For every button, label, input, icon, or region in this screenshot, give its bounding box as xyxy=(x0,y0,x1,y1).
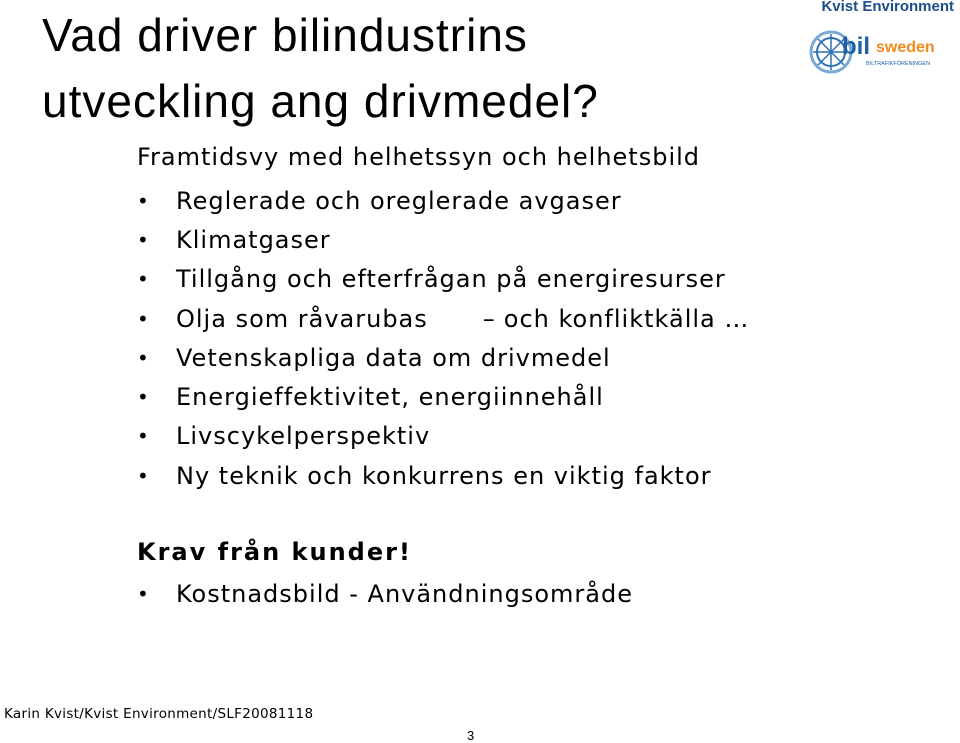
slide-title-line-2: utveckling ang drivmedel? xyxy=(42,75,599,127)
list-item xyxy=(137,417,749,456)
krav-heading: Krav från kunder! xyxy=(137,538,412,566)
bullet-glyph: • xyxy=(137,306,150,331)
bullet-dash: – xyxy=(482,304,496,333)
bullet-text: Kostnadsbild - Användningsområde xyxy=(176,579,633,608)
list-item xyxy=(137,299,749,338)
slide-title xyxy=(42,2,599,134)
bullet-list-2 xyxy=(137,574,633,613)
bullet-list xyxy=(137,181,749,495)
logo-subtitle: BILTRAFIKFÖRENINGEN xyxy=(866,61,931,67)
list-item xyxy=(137,456,749,495)
bullet-text: Tillgång och efterfrågan på energiresurser xyxy=(176,265,726,294)
logo-word-bil: bil xyxy=(842,33,870,60)
bullet-text-suffix: och konfliktkälla … xyxy=(503,304,750,333)
list-item xyxy=(137,181,749,220)
bullet-glyph: • xyxy=(137,385,150,410)
bullet-glyph: • xyxy=(137,227,150,252)
bullet-text: Olja som råvarubas xyxy=(176,304,428,333)
list-item xyxy=(137,574,633,613)
list-item xyxy=(137,220,749,259)
bullet-glyph: • xyxy=(137,267,150,292)
company-name: Kvist Environment xyxy=(821,0,954,15)
list-item xyxy=(137,260,749,299)
bullet-glyph: • xyxy=(137,424,150,449)
bullet-text: Energieffektivitet, energiinnehåll xyxy=(176,383,604,412)
list-item xyxy=(137,377,749,416)
bullet-glyph: • xyxy=(137,581,150,606)
bullet-text: Reglerade och oreglerade avgaser xyxy=(176,186,622,215)
bullet-text: Vetenskapliga data om drivmedel xyxy=(176,343,611,372)
intro-line: Framtidsvy med helhetssyn och helhetsbild xyxy=(137,143,701,171)
bullet-glyph: • xyxy=(137,463,150,488)
logo-word-sweden: sweden xyxy=(876,39,935,56)
slide-title-line-1: Vad driver bilindustrins xyxy=(42,9,528,61)
bullet-glyph: • xyxy=(137,188,150,213)
bullet-text: Ny teknik och konkurrens en viktig faktor xyxy=(176,461,712,490)
page-number: 3 xyxy=(467,728,475,743)
bullet-text: Klimatgaser xyxy=(176,225,331,254)
bullet-glyph: • xyxy=(137,345,150,370)
bilsweden-logo xyxy=(808,22,938,80)
list-item xyxy=(137,338,749,377)
footer-text: Karin Kvist/Kvist Environment/SLF20081118 xyxy=(4,706,314,722)
bullet-text: Livscykelperspektiv xyxy=(176,422,431,451)
